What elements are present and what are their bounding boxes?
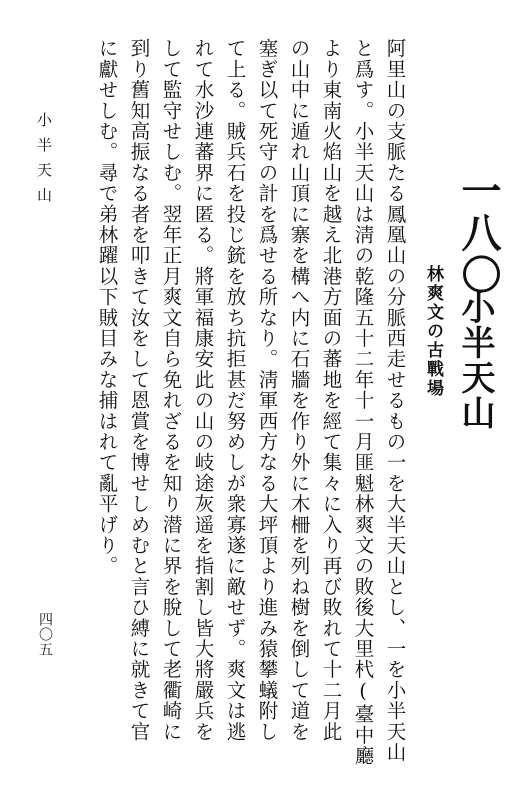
page-number: 四〇五 [37,612,53,657]
body-line-2: と爲す。小半天山は淸の乾隆五十二年十一月匪魁林爽文の敗後大里杙(臺中廳 [351,38,375,766]
body-line-7: れて水沙連蕃界に匿る。將軍福康安此の山の岐途灰遥を指割し皆大將嚴兵を [191,38,215,742]
chapter-number: 一八〇 [455,170,502,296]
chapter-title: 小半天山 [455,290,495,430]
body-line-5: 塞ぎ以て死守の計を爲せる所なり。淸軍西方なる大坪頂より進み猿攀蟻附し [255,38,279,742]
running-head: 小半天山 [35,112,53,212]
body-line-8: して監守せしむ。翌年正月爽文自ら免れざるを知り潜に界を脫して老衢崎に [159,38,183,742]
chapter-subtitle: 林爽文の古戰場 [423,265,443,398]
body-line-4: の山中に遁れ山頂に寨を構へ内に石牆を作り外に木柵を列ね樹を倒して道を [287,38,311,742]
body-line-9: 到り舊知高振なる者を叩きて汝をして恩賞を博せしめむと言ひ縛に就きて官 [127,38,151,742]
body-line-3: より東南火焰山を越え北港方面の蕃地を經て集々に入り再び敗れて十二月此 [319,38,343,742]
body-line-6: て上る。賊兵石を投じ銃を放ち抗拒甚だ努めしが衆寡遂に敵せず。爽文は逃 [223,38,247,742]
body-line-10: に獻せしむ。尋で弟林躍以下賊目みな捕はれて亂平げり。 [95,38,119,577]
body-line-1: 阿里山の支脈たる鳳凰山の分脈西走せるもの一を大半天山とし、一を小半天山 [383,38,407,763]
